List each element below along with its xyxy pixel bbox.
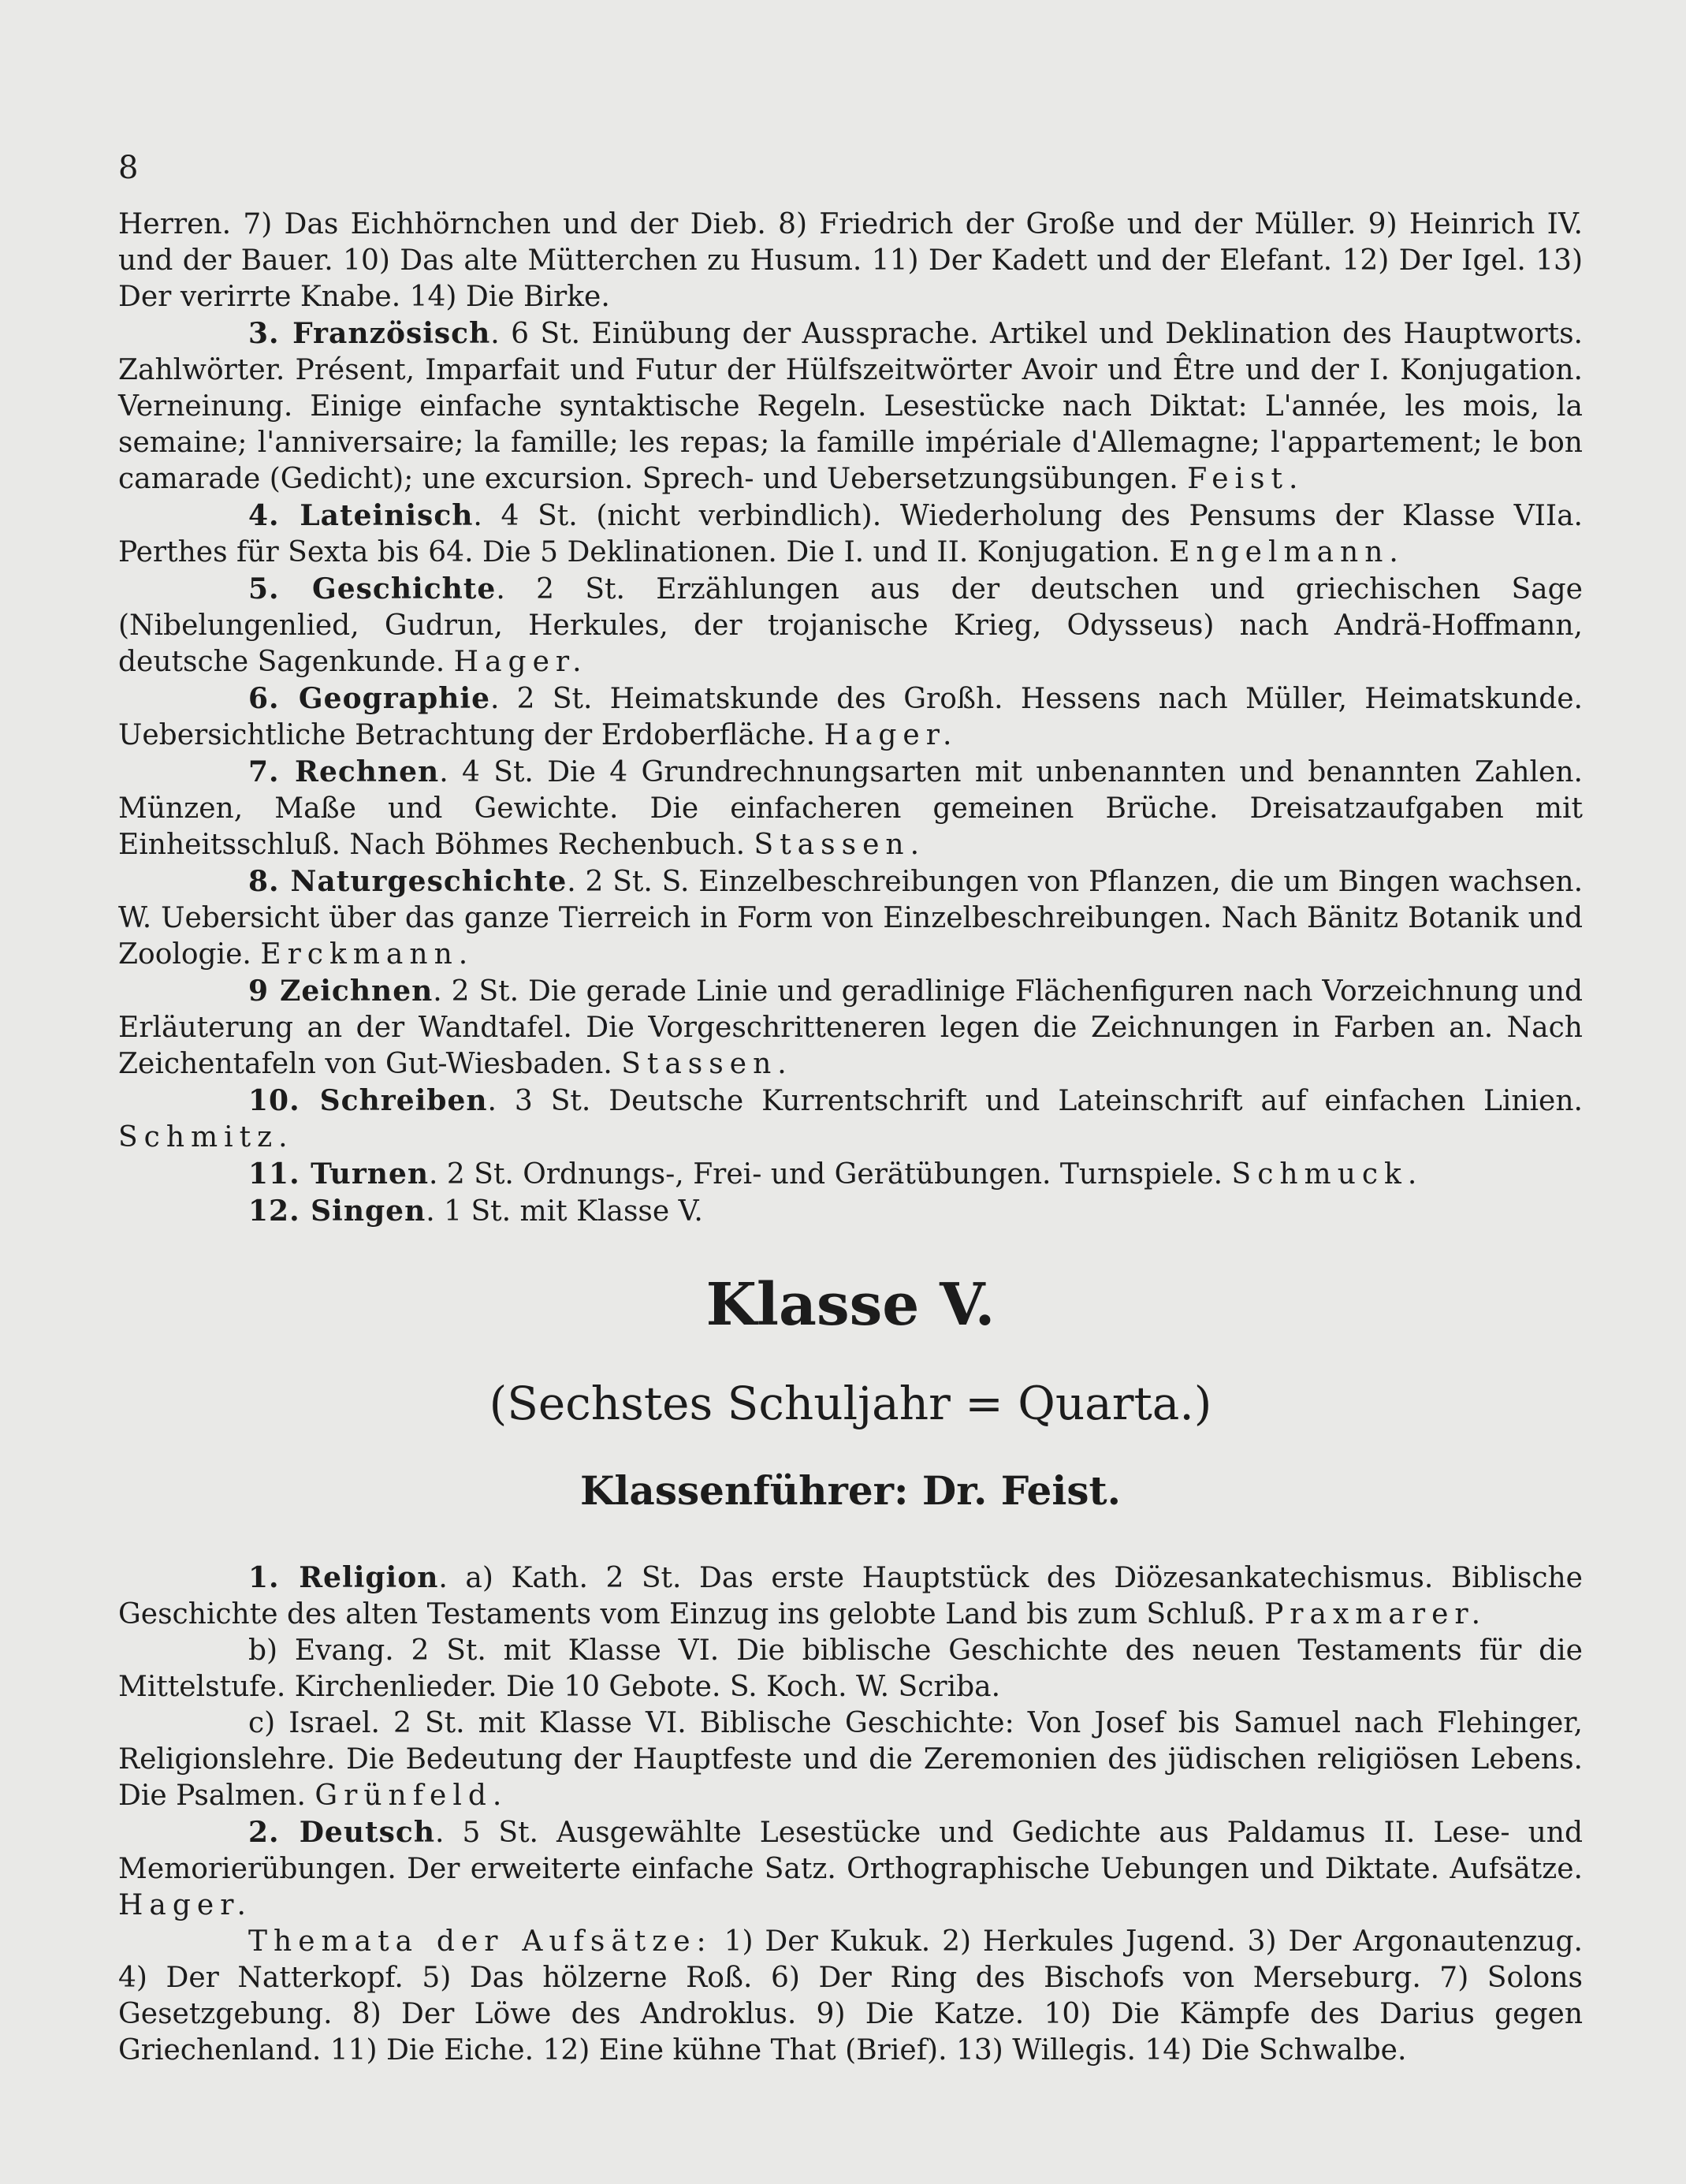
section-title: Klasse V. — [705, 1271, 996, 1339]
deutsch-themes: Themata der Aufsätze: 1) Der Kukuk. 2) Herkules Jugend. 3) Der Argonautenzug. 4) Der Natterkopf. 5) Das hölzerne Roß. 6) Der Ring des Bischofs von Merseburg. 7) Solons Gesetzgebung. 8) Der Löwe des Androklus. 9) Die Katze. 10) Die Kämpfe des Darius gegen Griechenland. 11) Die Eiche. 12) Eine kühne That (Brief). 13) Willegis. 14) Die Schwalbe. — [118, 1925, 1584, 2067]
page-number: 8 — [118, 150, 139, 186]
item-deutsch: 2. Deutsch. 5 St. Ausgewählte Lesestücke und Gedichte aus Paldamus II. Lese- und Memorierübungen. Der erweiterte einfache Satz. Orthographische Uebungen und Diktate. Aufsätze. Hager. — [118, 1816, 1584, 1921]
page-body — [118, 207, 1583, 2069]
class-leader: Klassenführer: Dr. Feist. — [579, 1467, 1122, 1514]
item-singen: 12. Singen. 1 St. mit Klasse V. — [248, 1194, 703, 1228]
item-religion-b: b) Evang. 2 St. mit Klasse VI. Die biblische Geschichte des neuen Testaments für die Mittelstufe. Kirchenlieder. Die 10 Gebote. S. Koch. W. Scriba. — [118, 1634, 1583, 1703]
item-schreiben: 10. Schreiben. 3 St. Deutsche Kurrentschrift und Lateinschrift auf einfachen Linien. Schmitz. — [118, 1084, 1583, 1153]
section-subtitle: (Sechstes Schuljahr = Quarta.) — [489, 1377, 1212, 1430]
deutsch-themes-continued: Herren. 7) Das Eichhörnchen und der Dieb. 8) Friedrich der Große und der Müller. 9) Heinrich IV. und der Bauer. 10) Das alte Mütterchen zu Husum. 11) Der Kadett und der Elefant. 12) Der Igel. 13) Der verirrte Knabe. 14) Die Birke. — [118, 208, 1583, 313]
item-franzoesisch: 3. Französisch. 6 St. Einübung der Aussprache. Artikel und Deklination des Hauptworts. Zahlwörter. Présent, Imparfait und Futur der Hülfszeitwörter Avoir und Être und der I. Konjugation. Verneinung. Einige einfache syntaktische Regeln. Lesestücke nach Diktat: L'année, les mois, la semaine; l'anniversaire; la famille; les repas; la famille impériale d'Allemagne; l'appartement; le bon camarade (Gedicht); une excursion. Sprech- und Uebersetzungsübungen. Feist. — [118, 317, 1583, 495]
item-religion-a: 1. Religion. a) Kath. 2 St. Das erste Hauptstück des Diözesankatechismus. Biblische Geschichte des alten Testaments vom Einzug ins gelobte Land bis zum Schluß. Praxmarer. — [118, 1561, 1583, 1631]
item-geschichte: 5. Geschichte. 2 St. Erzählungen aus der deutschen und griechischen Sage (Nibelungenlied, Gudrun, Herkules, der trojanische Krieg, Odysseus) nach Andrä-Hoffmann, deutsche Sagenkunde. Hager. — [118, 572, 1583, 678]
item-religion-c: c) Israel. 2 St. mit Klasse VI. Biblische Geschichte: Von Josef bis Samuel nach Flehinger, Religionslehre. Die Bedeutung der Hauptfeste und die Zeremonien des jüdischen religiösen Lebens. Die Psalmen. Grünfeld. — [118, 1707, 1583, 1812]
item-zeichnen: 9 Zeichnen. 2 St. Die gerade Linie und geradlinige Flächenfiguren nach Vorzeichnung und Erläuterung an der Wandtafel. Die Vorgeschritteneren legen die Zeichnungen in Farben an. Nach Zeichentafeln von Gut-Wiesbaden. Stassen. — [118, 975, 1583, 1080]
item-turnen: 11. Turnen. 2 St. Ordnungs-, Frei- und Gerätübungen. Turnspiele. Schmuck. — [248, 1157, 1424, 1191]
item-geographie: 6. Geographie. 2 St. Heimatskunde des Großh. Hessens nach Müller, Heimatskunde. Uebersichtliche Betrachtung der Erdoberfläche. Hager. — [118, 682, 1583, 751]
item-lateinisch: 4. Lateinisch. 4 St. (nicht verbindlich). Wiederholung des Pensums der Klasse VIIa. Perthes für Sexta bis 64. Die 5 Deklinationen. Die I. und II. Konjugation. Engelmann. — [118, 499, 1583, 568]
item-rechnen: 7. Rechnen. 4 St. Die 4 Grundrechnungsarten mit unbenannten und benannten Zahlen. Münzen, Maße und Gewichte. Die einfacheren gemeinen Brüche. Dreisatzaufgaben mit Einheitsschluß. Nach Böhmes Rechenbuch. Stassen. — [118, 755, 1583, 861]
item-naturgeschichte: 8. Naturgeschichte. 2 St. S. Einzelbeschreibungen von Pflanzen, die um Bingen wachsen. W. Uebersicht über das ganze Tierreich in Form von Einzelbeschreibungen. Nach Bänitz Botanik und Zoologie. Erckmann. — [118, 865, 1584, 971]
